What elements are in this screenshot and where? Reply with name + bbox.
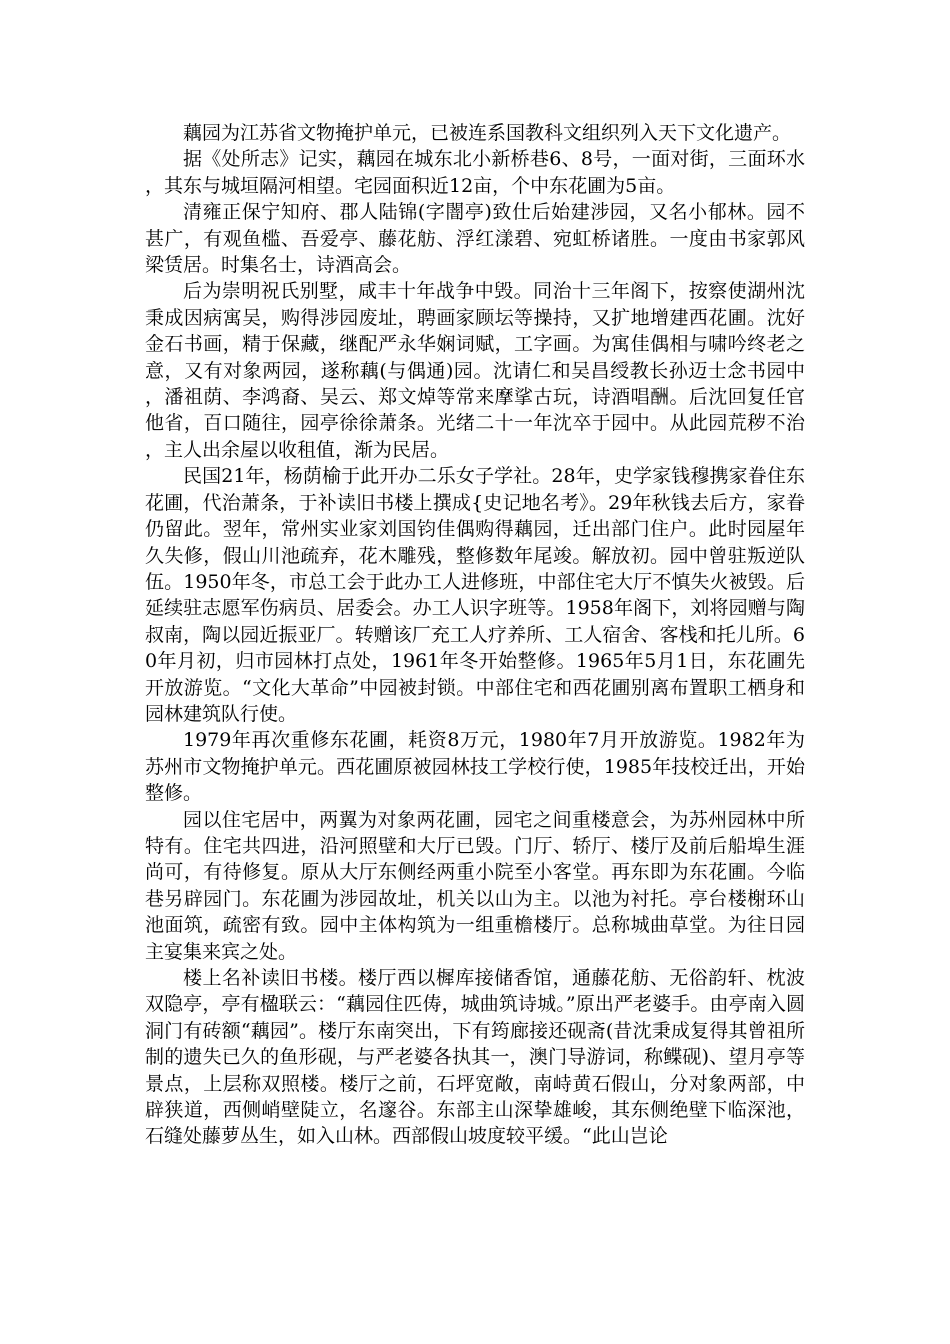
paragraph-8: 楼上名补读旧书楼。楼厅西以樨库接储香馆，通藤花舫、无俗韵轩、枕波双隐亭，亭有楹联云：“藕园住匹俦，城曲筑诗城。”原出严老婆手。由亭南入圆洞门有砖额“藕园”。楼厅东南突出，下有筠廊接还砚斋(昔沈秉成复得其曾祖所制的遗失已久的鱼形砚，与严老婆各执其一，澳门导游词，称鲽砚)、望月亭等景点，上层称双照楼。楼厅之前，石坪宽敞，南峙黄石假山，分对象两部，中辟狭道，西侧峭壁陡立，名邃谷。东部主山深挚雄峻，其东侧绝壁下临深池，石缝处藤萝丛生，如入山林。西部假山坡度较平缓。“此山岂论 [145, 967, 805, 1148]
paragraph-3: 清雍正保宁知府、郡人陆锦(字闇亭)致仕后始建涉园，又名小郁林。园不甚广，有观鱼槛、吾爱亭、藤花舫、浮红漾碧、宛虹桥诸胜。一度由书家郭风梁赁居。时集名士，诗酒高会。 [145, 201, 805, 277]
paragraph-5: 民国21年，杨荫榆于此开办二乐女子学社。28年，史学家钱穆携家眷住东花圃，代治萧条，于补读旧书楼上撰成{史记地名考》。29年秋钱去后方，家眷仍留此。翌年，常州实业家刘国钧佳偶购得藕园，迁出部门住户。此时园屋年久失修，假山川池疏弃，花木雕残，整修数年尾竣。解放初。园中曾驻叛逆队伍。1950年冬，市总工会于此办工人进修班，中部住宅大厅不慎失火被毁。后延续驻志愿军伤病员、居委会。办工人识字班等。1958年阁下，刘将园赠与陶叔南，陶以园近振亚厂。转赠该厂充工人疗养所、工人宿舍、客栈和托儿所。60年月初，归市园林打点处，1961年冬开始整修。1965年5月1日，东花圃先开放游览。“文化大革命”中园被封锁。中部住宅和西花圃别离布置职工栖身和园林建筑队行使。 [145, 465, 805, 725]
document-body [145, 120, 805, 1150]
paragraph-7: 园以住宅居中，两翼为对象两花圃，园宅之间重楼意会，为苏州园林中所特有。住宅共四进，沿河照壁和大厅已毁。门厅、轿厅、楼厅及前后船埠生涯尚可，有待修复。原从大厅东侧经两重小院至小客堂。再东即为东花圃。今临巷另辟园门。东花圃为涉园故址，机关以山为主。以池为衬托。亭台楼榭环山池面筑，疏密有致。园中主体构筑为一组重檐楼厅。总称城曲草堂。为往日园主宴集来宾之处。 [145, 808, 805, 963]
paragraph-2: 据《处所志》记实，藕园在城东北小新桥巷6、8号，一面对街，三面环水，其东与城垣隔河相望。宅园面积近12亩，个中东花圃为5亩。 [145, 148, 805, 197]
paragraph-1: 藕园为江苏省文物掩护单元，已被连系国教科文组织列入天下文化遗产。 [183, 122, 792, 144]
paragraph-4: 后为崇明祝氏别墅，咸丰十年战争中毁。同治十三年阁下，按察使湖州沈秉成因病寓吴，购得涉园废址，聘画家顾坛等操持，又扩地增建西花圃。沈好金石书画，精于保藏，继配严永华娴词赋，工字画。为寓佳偶相与啸吟终老之意，又有对象两园，遂称藕(与偶通)园。沈请仁和吴昌绶教长孙迈士念书园中，潘祖荫、李鸿裔、吴云、郑文焯等常来摩挲古玩，诗酒唱酬。后沈回复任官他省，百口随往，园亭徐徐萧条。光绪二十一年沈卒于园中。从此园荒秽不治，主人出余屋以收租值，渐为民居。 [145, 280, 805, 461]
paragraph-6: 1979年再次重修东花圃，耗资8万元，1980年7月开放游览。1982年为苏州市文物掩护单元。西花圃原被园林技工学校行使，1985年技校迁出，开始整修。 [145, 729, 805, 805]
